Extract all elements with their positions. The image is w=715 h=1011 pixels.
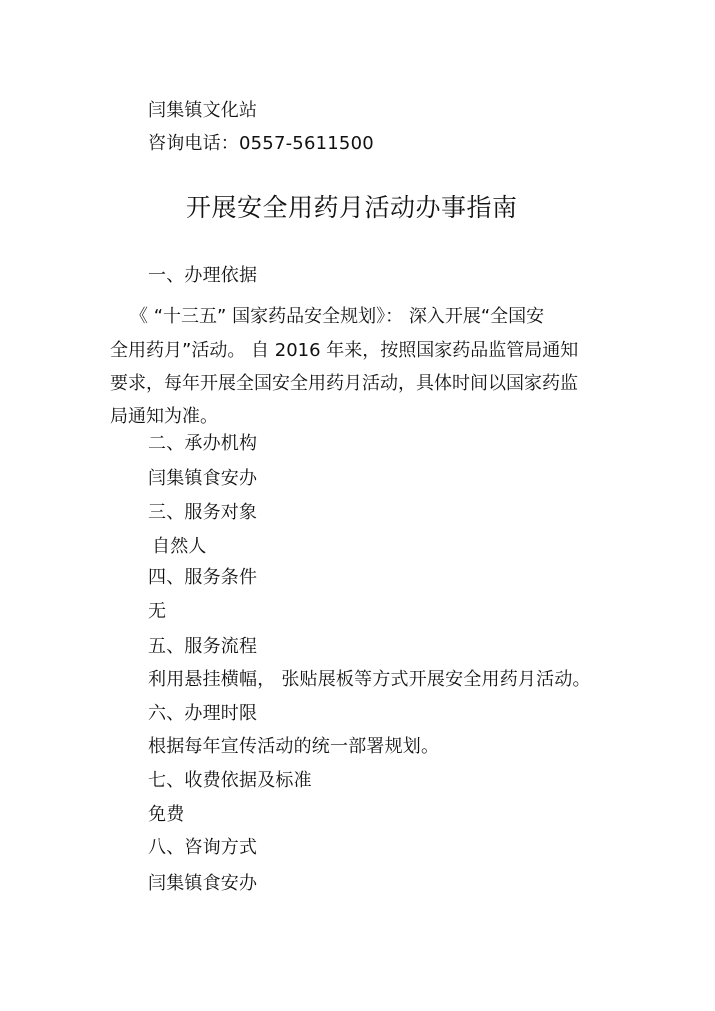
- section-heading-organizer: 二、承办机构: [148, 433, 258, 454]
- basis-line-2: 全用药月”活动。 自 2016 年来，按照国家药品监管局通知: [110, 340, 579, 361]
- basis-line-4: 局通知为准。: [110, 406, 218, 427]
- section-heading-audience: 三、服务对象: [148, 502, 258, 523]
- basis-line-1: 《 “十三五” 国家药品安全规划》： 深入开展“全国安: [130, 306, 545, 327]
- organizer-value: 闫集镇食安办: [148, 468, 258, 489]
- contact-phone: 咨询电话：0557-5611500: [148, 133, 374, 154]
- section-heading-conditions: 四、服务条件: [148, 567, 258, 588]
- audience-value: 自然人: [152, 536, 207, 557]
- basis-line-3: 要求，每年开展全国安全用药月活动，具体时间以国家药监: [110, 373, 578, 394]
- section-heading-time-limit: 六、办理时限: [148, 703, 258, 724]
- section-heading-fees: 七、收费依据及标准: [148, 770, 312, 791]
- section-heading-process: 五、服务流程: [148, 636, 258, 657]
- fees-value: 免费: [148, 804, 185, 825]
- document-title: 开展安全用药月活动办事指南: [186, 193, 518, 222]
- section-heading-basis: 一、办理依据: [148, 265, 258, 286]
- conditions-value: 无: [148, 601, 167, 622]
- time-limit-value: 根据每年宣传活动的统一部署规划。: [148, 736, 440, 757]
- process-value: 利用悬挂横幅， 张贴展板等方式开展安全用药月活动。: [148, 669, 591, 690]
- org-name: 闫集镇文化站: [148, 100, 258, 121]
- section-heading-consultation: 八、咨询方式: [148, 837, 258, 858]
- consultation-value: 闫集镇食安办: [148, 873, 258, 894]
